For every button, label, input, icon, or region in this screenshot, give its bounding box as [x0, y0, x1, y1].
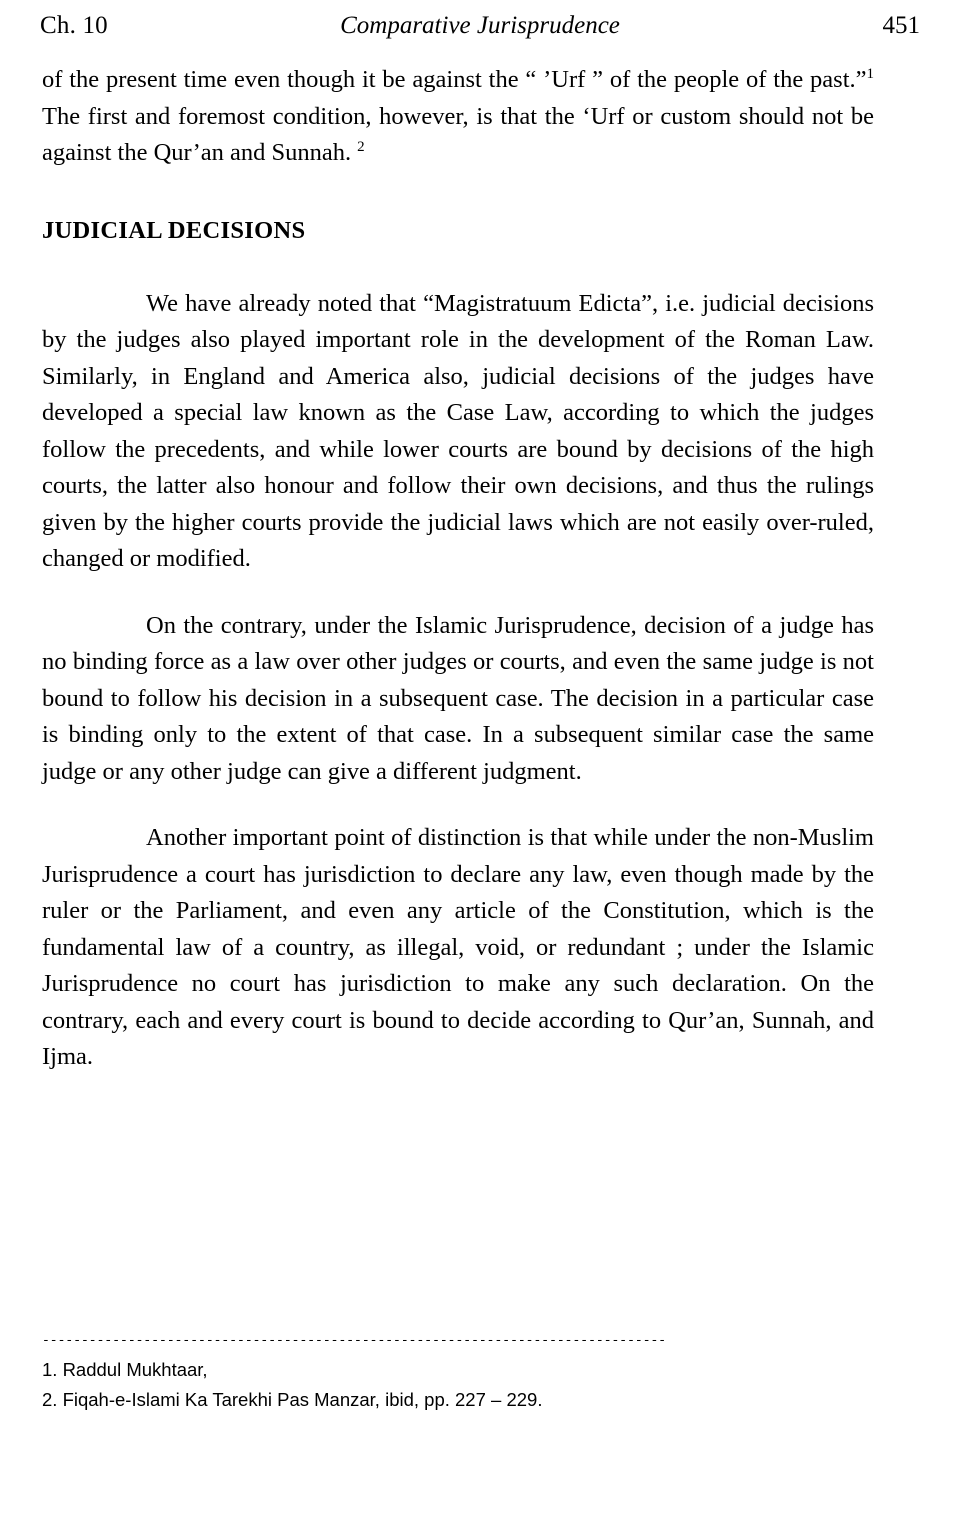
paragraph-opening-text: of the present time even though it be against the “ ’Urf ” of the people of the past.”	[42, 66, 867, 93]
paragraph-judicial-decisions-roman: We have already noted that “Magistratuum Edicta”, i.e. judicial decisions by the judges also played important role in the development of the Roman Law. Similarly, in England and America also, judicial decisions of the judges have developed a special law known as the Case Law, according to which the judges follow the precedents, and while lower courts are bound by decisions of the high courts, the latter also honour and follow their own decisions, and thus the rulings given by the higher courts provide the judicial laws which are not easily over-ruled, changed or modified.	[42, 289, 874, 572]
paragraph-islamic-jurisprudence: On the contrary, under the Islamic Jurisprudence, decision of a judge has no binding force as a law over other judges or courts, and even the same judge is not bound to follow his decision in a subsequent case. The decision in a particular case is binding only to the extent of that case. In a subsequent similar case the same judge or any other judge can give a different judgment.	[42, 611, 874, 785]
section-heading-judicial-decisions: JUDICIAL DECISIONS	[42, 216, 306, 244]
footnote-item: 1. Raddul Mukhtaar,	[42, 1359, 208, 1380]
book-title: Comparative Jurisprudence	[340, 12, 620, 39]
page-number: 451	[882, 12, 920, 39]
footnote-item: 2. Fiqah-e-Islami Ka Tarekhi Pas Manzar, ibid, pp. 227 – 229.	[42, 1389, 543, 1410]
paragraph-opening	[42, 62, 874, 172]
footnote-marker-1: 1	[866, 65, 874, 82]
footnote-area	[42, 1332, 878, 1414]
paragraph-spacer	[42, 578, 874, 608]
section-heading-block	[42, 216, 874, 246]
page-body	[42, 62, 874, 1076]
running-head	[40, 0, 920, 52]
paragraph-opening-text-continued: The first and foremost condition, however, is that the ‘Urf or custom should not be against the Qur’an and Sunnah.	[42, 102, 874, 166]
paragraph-spacer	[42, 790, 874, 820]
chapter-label: Ch. 10	[40, 12, 108, 39]
paragraph-jurisdiction-distinction: Another important point of distinction is that while under the non-Muslim Jurisprudence a court has jurisdiction to declare any law, even though made by the ruler or the Parliament, and even any article of the Constitution, which is the fundamental law of a country, as illegal, void, or redundant ; under the Islamic Jurisprudence no court has jurisdiction to make any such declaration. On the contrary, each and every court is bound to decide according to Qur’an, Sunnah, and Ijma.	[42, 824, 874, 1070]
footnote-separator: --------------------------------------------------------------------------------	[42, 1333, 667, 1348]
footnote-marker-2: 2	[357, 138, 365, 155]
